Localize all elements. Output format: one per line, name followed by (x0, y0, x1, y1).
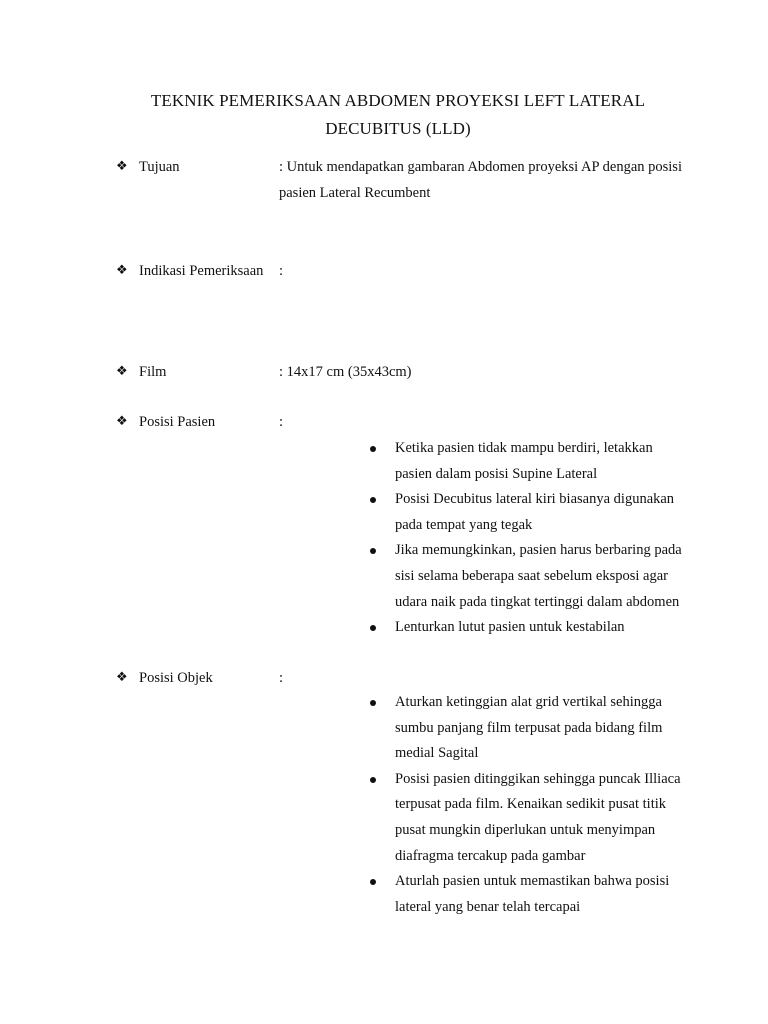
diamond-bullet-icon: ❖ (116, 670, 128, 685)
posisi-objek-list (368, 690, 688, 920)
section-value: : Untuk mendapatkan gambaran Abdomen proyeksi AP dengan posisi pasien Lateral Recumbent (279, 159, 682, 201)
list-item: Aturkan ketinggian alat grid vertikal sehingga sumbu panjang film terpusat pada bidang film medial Sagital (368, 690, 688, 767)
list-item: Ketika pasien tidak mampu berdiri, letakkan pasien dalam posisi Supine Lateral (368, 436, 688, 487)
diamond-bullet-icon: ❖ (116, 263, 128, 278)
bullet-dot-icon (370, 879, 376, 885)
list-item: Lenturkan lutut pasien untuk kestabilan (368, 615, 688, 641)
section-value: : (279, 263, 284, 279)
list-item: Posisi Decubitus lateral kiri biasanya digunakan pada tempat yang tegak (368, 487, 688, 538)
section-label: Indikasi Pemeriksaan (139, 263, 264, 279)
bullet-dot-icon (370, 497, 376, 503)
list-item: Posisi pasien ditinggikan sehingga puncak Illiaca terpusat pada film. Kenaikan sedikit pusat titik pusat mungkin diperlukan untuk menyimpan diafragma tercakup pada gambar (368, 767, 688, 869)
title-line-2: DECUBITUS (LLD) (325, 119, 471, 138)
list-item: Jika memungkinkan, pasien harus berbaring pada sisi selama beberapa saat sebelum eksposi agar udara naik pada tingkat tertinggi dalam abdomen (368, 538, 688, 615)
section-value: : (279, 670, 284, 686)
bullet-dot-icon (370, 777, 376, 783)
diamond-bullet-icon: ❖ (116, 159, 128, 174)
diamond-bullet-icon: ❖ (116, 414, 128, 429)
section-label: Posisi Pasien (139, 414, 216, 430)
section-value: : 14x17 cm (35x43cm) (279, 364, 412, 380)
document-title (100, 87, 696, 143)
bullet-dot-icon (370, 446, 376, 452)
section-label: Tujuan (139, 159, 180, 175)
section-label: Film (139, 364, 167, 380)
list-item: Aturlah pasien untuk memastikan bahwa posisi lateral yang benar telah tercapai (368, 869, 688, 920)
bullet-dot-icon (370, 700, 376, 706)
posisi-pasien-list (368, 436, 688, 641)
diamond-bullet-icon: ❖ (116, 364, 128, 379)
section-value: : (279, 414, 284, 430)
section-label: Posisi Objek (139, 670, 213, 686)
bullet-dot-icon (370, 548, 376, 554)
bullet-dot-icon (370, 625, 376, 631)
title-line-1: TEKNIK PEMERIKSAAN ABDOMEN PROYEKSI LEFT LATERAL (150, 91, 646, 110)
